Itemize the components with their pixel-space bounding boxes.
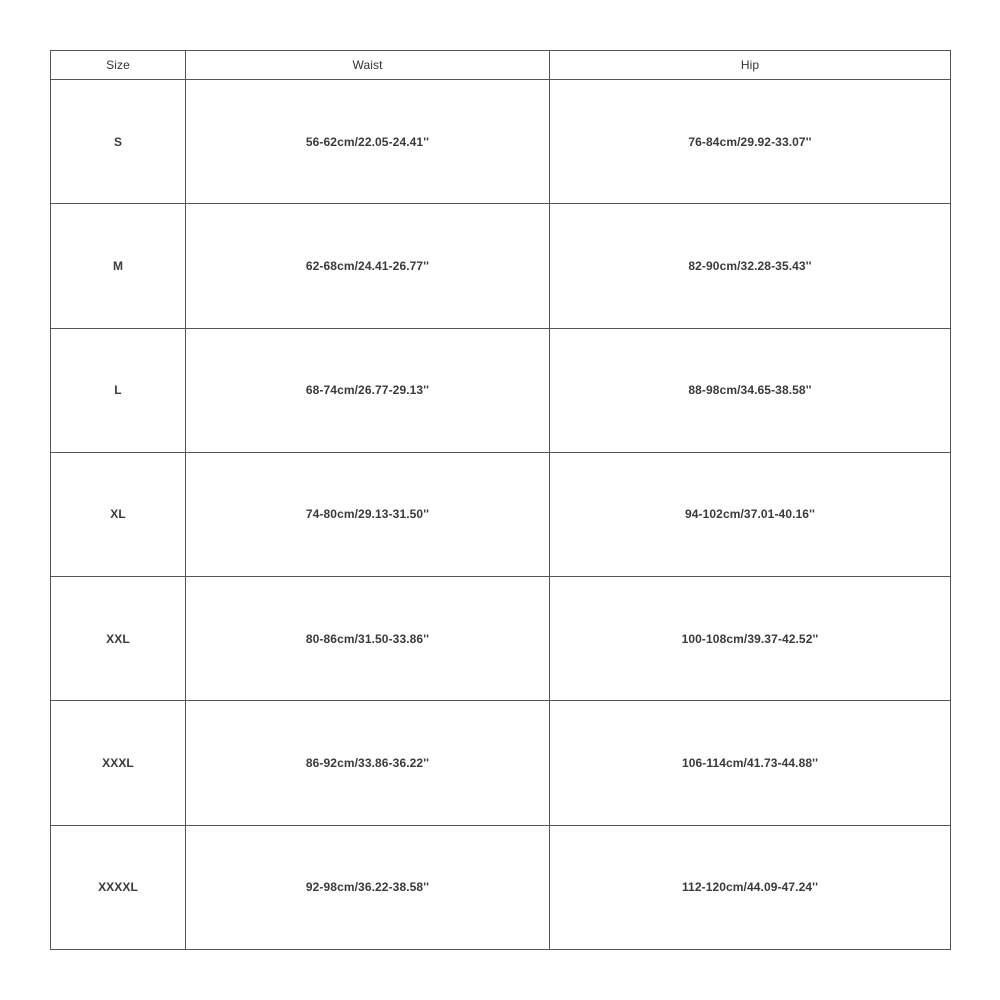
cell-hip: 76-84cm/29.92-33.07''	[550, 80, 951, 204]
cell-waist: 62-68cm/24.41-26.77''	[186, 204, 550, 328]
cell-size: S	[51, 80, 186, 204]
cell-waist: 68-74cm/26.77-29.13''	[186, 328, 550, 452]
table-row	[51, 328, 951, 452]
cell-waist: 92-98cm/36.22-38.58''	[186, 825, 550, 949]
cell-hip: 94-102cm/37.01-40.16''	[550, 452, 951, 576]
cell-waist: 86-92cm/33.86-36.22''	[186, 701, 550, 825]
cell-hip: 100-108cm/39.37-42.52''	[550, 577, 951, 701]
table-row	[51, 701, 951, 825]
table-row	[51, 577, 951, 701]
table-row	[51, 825, 951, 949]
header-waist: Waist	[186, 51, 550, 80]
cell-waist: 80-86cm/31.50-33.86''	[186, 577, 550, 701]
cell-waist: 56-62cm/22.05-24.41''	[186, 80, 550, 204]
header-size: Size	[51, 51, 186, 80]
cell-hip: 88-98cm/34.65-38.58''	[550, 328, 951, 452]
cell-hip: 112-120cm/44.09-47.24''	[550, 825, 951, 949]
header-row	[51, 51, 951, 80]
table-header	[51, 51, 951, 80]
cell-size: XXXL	[51, 701, 186, 825]
table-row	[51, 80, 951, 204]
table-body	[51, 80, 951, 950]
table-row	[51, 204, 951, 328]
size-chart-table	[50, 50, 951, 950]
cell-size: L	[51, 328, 186, 452]
cell-size: XL	[51, 452, 186, 576]
cell-hip: 82-90cm/32.28-35.43''	[550, 204, 951, 328]
table-row	[51, 452, 951, 576]
cell-waist: 74-80cm/29.13-31.50''	[186, 452, 550, 576]
header-hip: Hip	[550, 51, 951, 80]
cell-hip: 106-114cm/41.73-44.88''	[550, 701, 951, 825]
cell-size: XXXXL	[51, 825, 186, 949]
cell-size: XXL	[51, 577, 186, 701]
cell-size: M	[51, 204, 186, 328]
